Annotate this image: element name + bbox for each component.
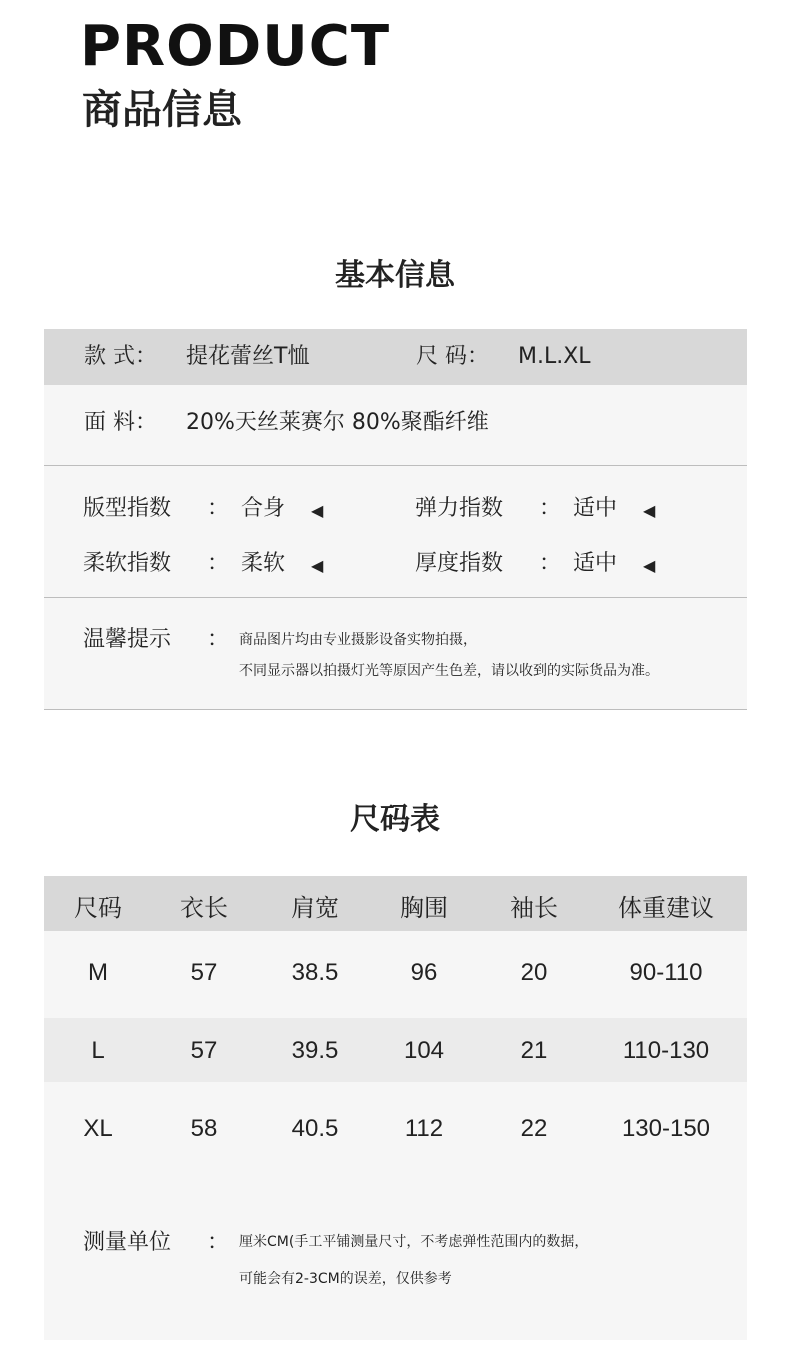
header-length: 衣长 xyxy=(180,894,228,922)
cell-sleeve: 22 xyxy=(520,1115,548,1142)
fabric-label: 面 料： xyxy=(84,410,157,435)
measure-label: 测量单位 xyxy=(83,1230,172,1255)
thickness-index-label: 厚度指数 xyxy=(415,551,504,576)
elasticity-index-value: 适中 xyxy=(573,496,618,521)
cell-shoulder: 39.5 xyxy=(291,1037,339,1064)
fit-index-colon: ： xyxy=(207,496,230,521)
fit-index-arrow-icon: ◀ xyxy=(311,501,324,520)
fit-index-value: 合身 xyxy=(241,496,286,521)
cell-length: 57 xyxy=(190,959,218,986)
thickness-index-colon: ： xyxy=(539,551,562,576)
header-sleeve: 袖长 xyxy=(510,894,558,922)
basic-info-title: 基本信息 xyxy=(335,258,455,293)
fabric-value: 20%天丝莱赛尔 80%聚酯纤维 xyxy=(186,410,489,435)
thickness-index-arrow-icon: ◀ xyxy=(643,556,656,575)
header-weight: 体重建议 xyxy=(618,894,714,922)
elasticity-index-arrow-icon: ◀ xyxy=(643,501,656,520)
indices-panel xyxy=(44,466,747,598)
size-chart-header xyxy=(44,876,747,931)
table-row xyxy=(44,1082,747,1174)
tips-panel xyxy=(44,598,747,710)
softness-index-arrow-icon: ◀ xyxy=(311,556,324,575)
softness-index-label: 柔软指数 xyxy=(83,551,172,576)
measure-colon: ： xyxy=(207,1230,230,1255)
softness-index-value: 柔软 xyxy=(241,551,286,576)
softness-index-colon: ： xyxy=(207,551,230,576)
size-label: 尺 码： xyxy=(416,344,489,369)
cell-sleeve: 20 xyxy=(520,959,548,986)
size-chart-title: 尺码表 xyxy=(350,802,440,837)
cell-weight: 110-130 xyxy=(622,1037,710,1064)
table-row xyxy=(44,1018,747,1082)
cell-weight: 130-150 xyxy=(621,1115,711,1142)
header-title-cn: 商品信息 xyxy=(82,87,242,133)
tip-colon: ： xyxy=(207,627,230,652)
thickness-index-value: 适中 xyxy=(573,551,618,576)
elasticity-index-label: 弹力指数 xyxy=(415,496,504,521)
cell-chest: 112 xyxy=(404,1115,444,1142)
cell-length: 57 xyxy=(190,1037,218,1064)
elasticity-index-colon: ： xyxy=(539,496,562,521)
measure-line-2: 可能会有2-3CM的误差，仅供参考 xyxy=(239,1271,452,1287)
cell-sleeve: 21 xyxy=(520,1037,548,1064)
cell-weight: 90-110 xyxy=(629,959,703,986)
header-size: 尺码 xyxy=(74,894,122,922)
cell-chest: 96 xyxy=(410,959,438,986)
cell-size: L xyxy=(91,1037,105,1064)
cell-length: 58 xyxy=(190,1115,218,1142)
style-size-bar xyxy=(44,329,747,385)
cell-shoulder: 38.5 xyxy=(291,959,339,986)
header-chest: 胸围 xyxy=(400,894,448,922)
header-shoulder: 肩宽 xyxy=(291,894,339,922)
tip-line-1: 商品图片均由专业摄影设备实物拍摄， xyxy=(239,632,477,648)
cell-shoulder: 40.5 xyxy=(291,1115,339,1142)
cell-size: M xyxy=(88,959,108,986)
fabric-row xyxy=(44,385,747,466)
cell-size: XL xyxy=(83,1115,113,1142)
style-label: 款 式： xyxy=(84,344,157,369)
tip-label: 温馨提示 xyxy=(83,627,172,652)
size-chart-table xyxy=(44,876,747,1340)
table-row xyxy=(44,931,747,1018)
header-title-en: PRODUCT xyxy=(80,14,391,79)
style-value: 提花蕾丝T恤 xyxy=(186,344,310,369)
size-value: M.L.XL xyxy=(518,344,591,369)
tip-line-2: 不同显示器以拍摄灯光等原因产生色差，请以收到的实际货品为准。 xyxy=(239,663,659,679)
measure-line-1: 厘米CM(手工平铺测量尺寸，不考虑弹性范围内的数据， xyxy=(239,1234,589,1250)
cell-chest: 104 xyxy=(403,1037,445,1064)
fit-index-label: 版型指数 xyxy=(83,496,172,521)
